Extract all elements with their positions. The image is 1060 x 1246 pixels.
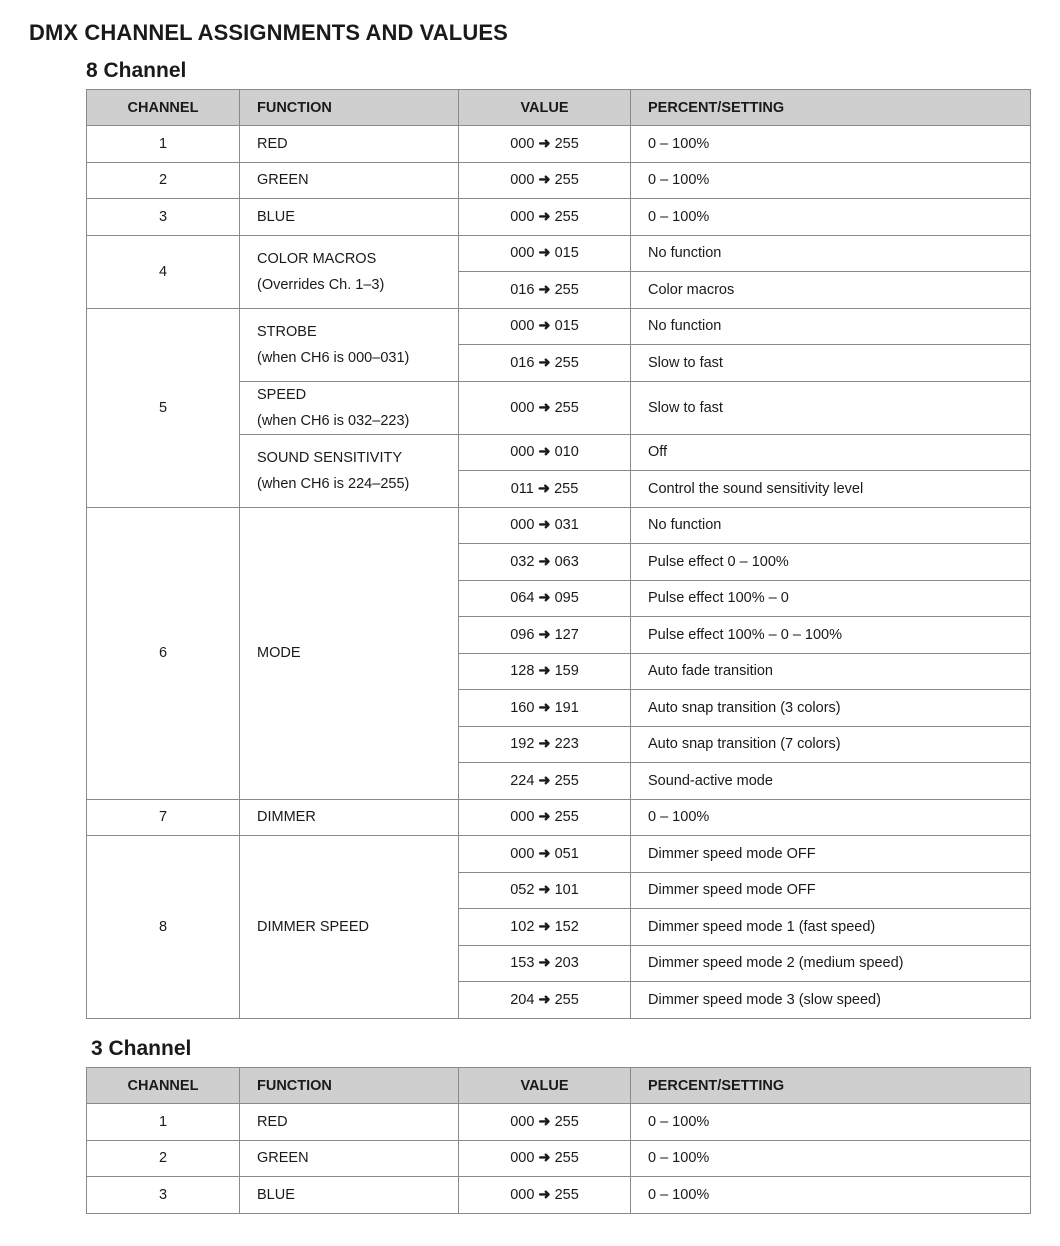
channel-cell: 6 bbox=[87, 507, 240, 799]
setting-cell: Dimmer speed mode OFF bbox=[631, 872, 1031, 909]
channel-cell: 2 bbox=[87, 1140, 240, 1177]
arrow-icon: ➜ bbox=[538, 699, 551, 716]
value-cell bbox=[459, 345, 631, 382]
value-to: 159 bbox=[554, 663, 579, 680]
function-cell bbox=[240, 235, 459, 308]
table-row bbox=[87, 836, 1031, 873]
value-cell bbox=[459, 836, 631, 873]
function-cell bbox=[240, 1140, 459, 1177]
value-cell bbox=[459, 471, 631, 508]
value-from: 000 bbox=[510, 399, 535, 416]
setting-cell: Color macros bbox=[631, 272, 1031, 309]
value-cell bbox=[459, 272, 631, 309]
arrow-icon: ➜ bbox=[538, 135, 551, 152]
arrow-icon: ➜ bbox=[538, 399, 551, 416]
value-from: 000 bbox=[510, 135, 535, 152]
arrow-icon: ➜ bbox=[538, 517, 551, 534]
table-row bbox=[87, 199, 1031, 236]
value-to: 191 bbox=[554, 699, 579, 716]
arrow-icon: ➜ bbox=[537, 480, 551, 497]
setting-cell: 0 – 100% bbox=[631, 1140, 1031, 1177]
arrow-icon: ➜ bbox=[538, 918, 551, 935]
function-cell bbox=[240, 199, 459, 236]
setting-cell: Pulse effect 100% – 0 – 100% bbox=[631, 617, 1031, 654]
value-to: 010 bbox=[554, 444, 579, 461]
channel-cell: 1 bbox=[87, 126, 240, 163]
channel-cell: 3 bbox=[87, 199, 240, 236]
arrow-icon: ➜ bbox=[538, 354, 551, 371]
setting-cell: Control the sound sensitivity level bbox=[631, 471, 1031, 508]
table-row bbox=[87, 1104, 1031, 1141]
value-cell bbox=[459, 617, 631, 654]
arrow-icon: ➜ bbox=[538, 736, 551, 753]
value-to: 015 bbox=[554, 318, 579, 335]
setting-cell: No function bbox=[631, 507, 1031, 544]
value-cell bbox=[459, 434, 631, 471]
value-from: 128 bbox=[510, 663, 535, 680]
value-from: 224 bbox=[510, 772, 535, 789]
setting-cell: Dimmer speed mode 2 (medium speed) bbox=[631, 945, 1031, 982]
setting-cell: Slow to fast bbox=[631, 345, 1031, 382]
value-to: 255 bbox=[554, 480, 579, 497]
setting-cell: Auto snap transition (3 colors) bbox=[631, 690, 1031, 727]
value-to: 101 bbox=[554, 882, 579, 899]
value-to: 127 bbox=[554, 626, 579, 643]
setting-cell: Sound-active mode bbox=[631, 763, 1031, 800]
value-from: 011 bbox=[510, 480, 534, 497]
channel-cell: 1 bbox=[87, 1104, 240, 1141]
table-header-row bbox=[87, 90, 1031, 126]
setting-cell: Auto snap transition (7 colors) bbox=[631, 726, 1031, 763]
header-channel: CHANNEL bbox=[87, 90, 240, 126]
table-row bbox=[87, 308, 1031, 345]
header-setting: PERCENT/SETTING bbox=[631, 90, 1031, 126]
function-cell bbox=[240, 381, 459, 434]
value-to: 015 bbox=[554, 245, 579, 262]
header-value: VALUE bbox=[459, 1068, 631, 1104]
value-cell bbox=[459, 690, 631, 727]
value-to: 031 bbox=[554, 517, 579, 534]
value-to: 255 bbox=[554, 1113, 579, 1130]
header-function: FUNCTION bbox=[240, 90, 459, 126]
value-from: 052 bbox=[510, 882, 535, 899]
value-from: 000 bbox=[510, 1150, 535, 1167]
setting-cell: No function bbox=[631, 308, 1031, 345]
arrow-icon: ➜ bbox=[538, 772, 551, 789]
value-to: 255 bbox=[554, 354, 579, 371]
function-label: MODE bbox=[257, 645, 301, 661]
setting-cell: 0 – 100% bbox=[631, 1177, 1031, 1214]
function-label: DIMMER bbox=[257, 809, 316, 826]
arrow-icon: ➜ bbox=[538, 1113, 551, 1130]
arrow-icon: ➜ bbox=[538, 882, 551, 899]
table-header-row bbox=[87, 1068, 1031, 1104]
function-cell bbox=[240, 1177, 459, 1214]
value-to: 255 bbox=[554, 1150, 579, 1167]
function-cell bbox=[240, 308, 459, 381]
arrow-icon: ➜ bbox=[538, 208, 551, 225]
value-cell bbox=[459, 945, 631, 982]
channel-cell: 5 bbox=[87, 308, 240, 507]
table-row bbox=[87, 126, 1031, 163]
value-cell bbox=[459, 1177, 631, 1214]
channel-cell: 7 bbox=[87, 799, 240, 836]
value-from: 000 bbox=[510, 809, 535, 826]
channel-cell: 8 bbox=[87, 836, 240, 1019]
value-from: 102 bbox=[510, 918, 535, 935]
setting-cell: 0 – 100% bbox=[631, 126, 1031, 163]
value-to: 255 bbox=[554, 208, 579, 225]
value-cell bbox=[459, 982, 631, 1019]
table-8-channel bbox=[86, 89, 1031, 1019]
setting-cell: 0 – 100% bbox=[631, 1104, 1031, 1141]
header-setting: PERCENT/SETTING bbox=[631, 1068, 1031, 1104]
value-cell bbox=[459, 580, 631, 617]
value-to: 063 bbox=[554, 553, 579, 570]
function-label: COLOR MACROS bbox=[257, 250, 377, 267]
value-to: 255 bbox=[554, 772, 579, 789]
value-from: 192 bbox=[510, 736, 535, 753]
function-label: (when CH6 is 224–255) bbox=[257, 475, 410, 492]
value-to: 255 bbox=[554, 809, 579, 826]
setting-cell: Dimmer speed mode 1 (fast speed) bbox=[631, 909, 1031, 946]
value-cell bbox=[459, 653, 631, 690]
value-from: 000 bbox=[510, 172, 535, 189]
value-cell bbox=[459, 726, 631, 763]
value-to: 255 bbox=[554, 281, 579, 298]
value-from: 000 bbox=[510, 1113, 535, 1130]
arrow-icon: ➜ bbox=[538, 172, 551, 189]
function-label: (Overrides Ch. 1–3) bbox=[257, 276, 385, 293]
channel-cell: 4 bbox=[87, 235, 240, 308]
arrow-icon: ➜ bbox=[538, 663, 551, 680]
setting-cell: Slow to fast bbox=[631, 381, 1031, 434]
value-cell bbox=[459, 507, 631, 544]
value-cell bbox=[459, 1104, 631, 1141]
arrow-icon: ➜ bbox=[538, 281, 551, 298]
arrow-icon: ➜ bbox=[538, 590, 551, 607]
value-from: 016 bbox=[510, 281, 535, 298]
function-label: BLUE bbox=[257, 208, 295, 225]
section-title-8-channel: 8 Channel bbox=[86, 59, 187, 82]
setting-cell: Dimmer speed mode 3 (slow speed) bbox=[631, 982, 1031, 1019]
value-from: 000 bbox=[510, 517, 535, 534]
value-cell bbox=[459, 799, 631, 836]
value-to: 255 bbox=[554, 991, 579, 1008]
value-to: 223 bbox=[554, 736, 579, 753]
value-cell bbox=[459, 763, 631, 800]
value-to: 255 bbox=[554, 1186, 579, 1203]
value-cell bbox=[459, 308, 631, 345]
function-label: (when CH6 is 032–223) bbox=[257, 412, 410, 429]
function-label: DIMMER SPEED bbox=[257, 918, 369, 935]
value-to: 095 bbox=[554, 590, 579, 607]
table-row bbox=[87, 162, 1031, 199]
setting-cell: No function bbox=[631, 235, 1031, 272]
value-cell bbox=[459, 1140, 631, 1177]
table-3-channel bbox=[86, 1067, 1031, 1214]
value-to: 051 bbox=[554, 845, 579, 862]
channel-cell: 2 bbox=[87, 162, 240, 199]
table-row bbox=[87, 235, 1031, 272]
value-cell bbox=[459, 199, 631, 236]
setting-cell: Pulse effect 100% – 0 bbox=[631, 580, 1031, 617]
value-from: 064 bbox=[510, 590, 535, 607]
arrow-icon: ➜ bbox=[538, 553, 551, 570]
table-row bbox=[87, 799, 1031, 836]
arrow-icon: ➜ bbox=[538, 318, 551, 335]
function-label: SOUND SENSITIVITY bbox=[257, 449, 403, 466]
setting-cell: Dimmer speed mode OFF bbox=[631, 836, 1031, 873]
function-cell bbox=[240, 126, 459, 163]
function-cell bbox=[240, 836, 459, 1019]
value-cell bbox=[459, 872, 631, 909]
function-cell bbox=[240, 799, 459, 836]
value-from: 000 bbox=[510, 1186, 535, 1203]
header-value: VALUE bbox=[459, 90, 631, 126]
value-from: 000 bbox=[510, 444, 535, 461]
value-to: 255 bbox=[554, 399, 579, 416]
value-from: 160 bbox=[510, 699, 535, 716]
table-row bbox=[87, 507, 1031, 544]
value-cell bbox=[459, 544, 631, 581]
value-to: 152 bbox=[554, 918, 579, 935]
value-to: 203 bbox=[554, 955, 579, 972]
function-cell bbox=[240, 434, 459, 507]
function-label: GREEN bbox=[257, 1150, 309, 1167]
value-cell bbox=[459, 909, 631, 946]
table-row bbox=[87, 1140, 1031, 1177]
value-from: 000 bbox=[510, 845, 535, 862]
value-to: 255 bbox=[554, 135, 579, 152]
function-label: BLUE bbox=[257, 1186, 295, 1203]
setting-cell: Off bbox=[631, 434, 1031, 471]
table-row bbox=[87, 1177, 1031, 1214]
setting-cell: Auto fade transition bbox=[631, 653, 1031, 690]
value-from: 016 bbox=[510, 354, 535, 371]
value-from: 032 bbox=[510, 553, 535, 570]
header-function: FUNCTION bbox=[240, 1068, 459, 1104]
function-label: SPEED bbox=[257, 386, 307, 403]
function-label: GREEN bbox=[257, 172, 309, 189]
arrow-icon: ➜ bbox=[538, 845, 551, 862]
arrow-icon: ➜ bbox=[538, 809, 551, 826]
channel-cell: 3 bbox=[87, 1177, 240, 1214]
arrow-icon: ➜ bbox=[538, 1186, 551, 1203]
value-from: 000 bbox=[510, 208, 535, 225]
value-cell bbox=[459, 235, 631, 272]
function-label: (when CH6 is 000–031) bbox=[257, 349, 410, 366]
function-label: RED bbox=[257, 1113, 288, 1130]
header-channel: CHANNEL bbox=[87, 1068, 240, 1104]
value-cell bbox=[459, 162, 631, 199]
function-label: STROBE bbox=[257, 323, 317, 340]
value-from: 096 bbox=[510, 626, 535, 643]
value-from: 000 bbox=[510, 318, 535, 335]
value-from: 153 bbox=[510, 955, 535, 972]
function-label: RED bbox=[257, 135, 288, 152]
value-to: 255 bbox=[554, 172, 579, 189]
arrow-icon: ➜ bbox=[538, 626, 551, 643]
arrow-icon: ➜ bbox=[538, 991, 551, 1008]
function-cell bbox=[240, 1104, 459, 1141]
section-title-3-channel: 3 Channel bbox=[91, 1037, 192, 1060]
function-cell bbox=[240, 507, 459, 799]
arrow-icon: ➜ bbox=[538, 1150, 551, 1167]
setting-cell: Pulse effect 0 – 100% bbox=[631, 544, 1031, 581]
arrow-icon: ➜ bbox=[538, 245, 551, 262]
function-cell bbox=[240, 162, 459, 199]
setting-cell: 0 – 100% bbox=[631, 162, 1031, 199]
arrow-icon: ➜ bbox=[538, 955, 551, 972]
setting-cell: 0 – 100% bbox=[631, 199, 1031, 236]
value-cell bbox=[459, 381, 631, 434]
arrow-icon: ➜ bbox=[538, 444, 551, 461]
value-cell bbox=[459, 126, 631, 163]
setting-cell: 0 – 100% bbox=[631, 799, 1031, 836]
page-title: DMX CHANNEL ASSIGNMENTS AND VALUES bbox=[29, 20, 508, 45]
value-from: 000 bbox=[510, 245, 535, 262]
value-from: 204 bbox=[510, 991, 535, 1008]
